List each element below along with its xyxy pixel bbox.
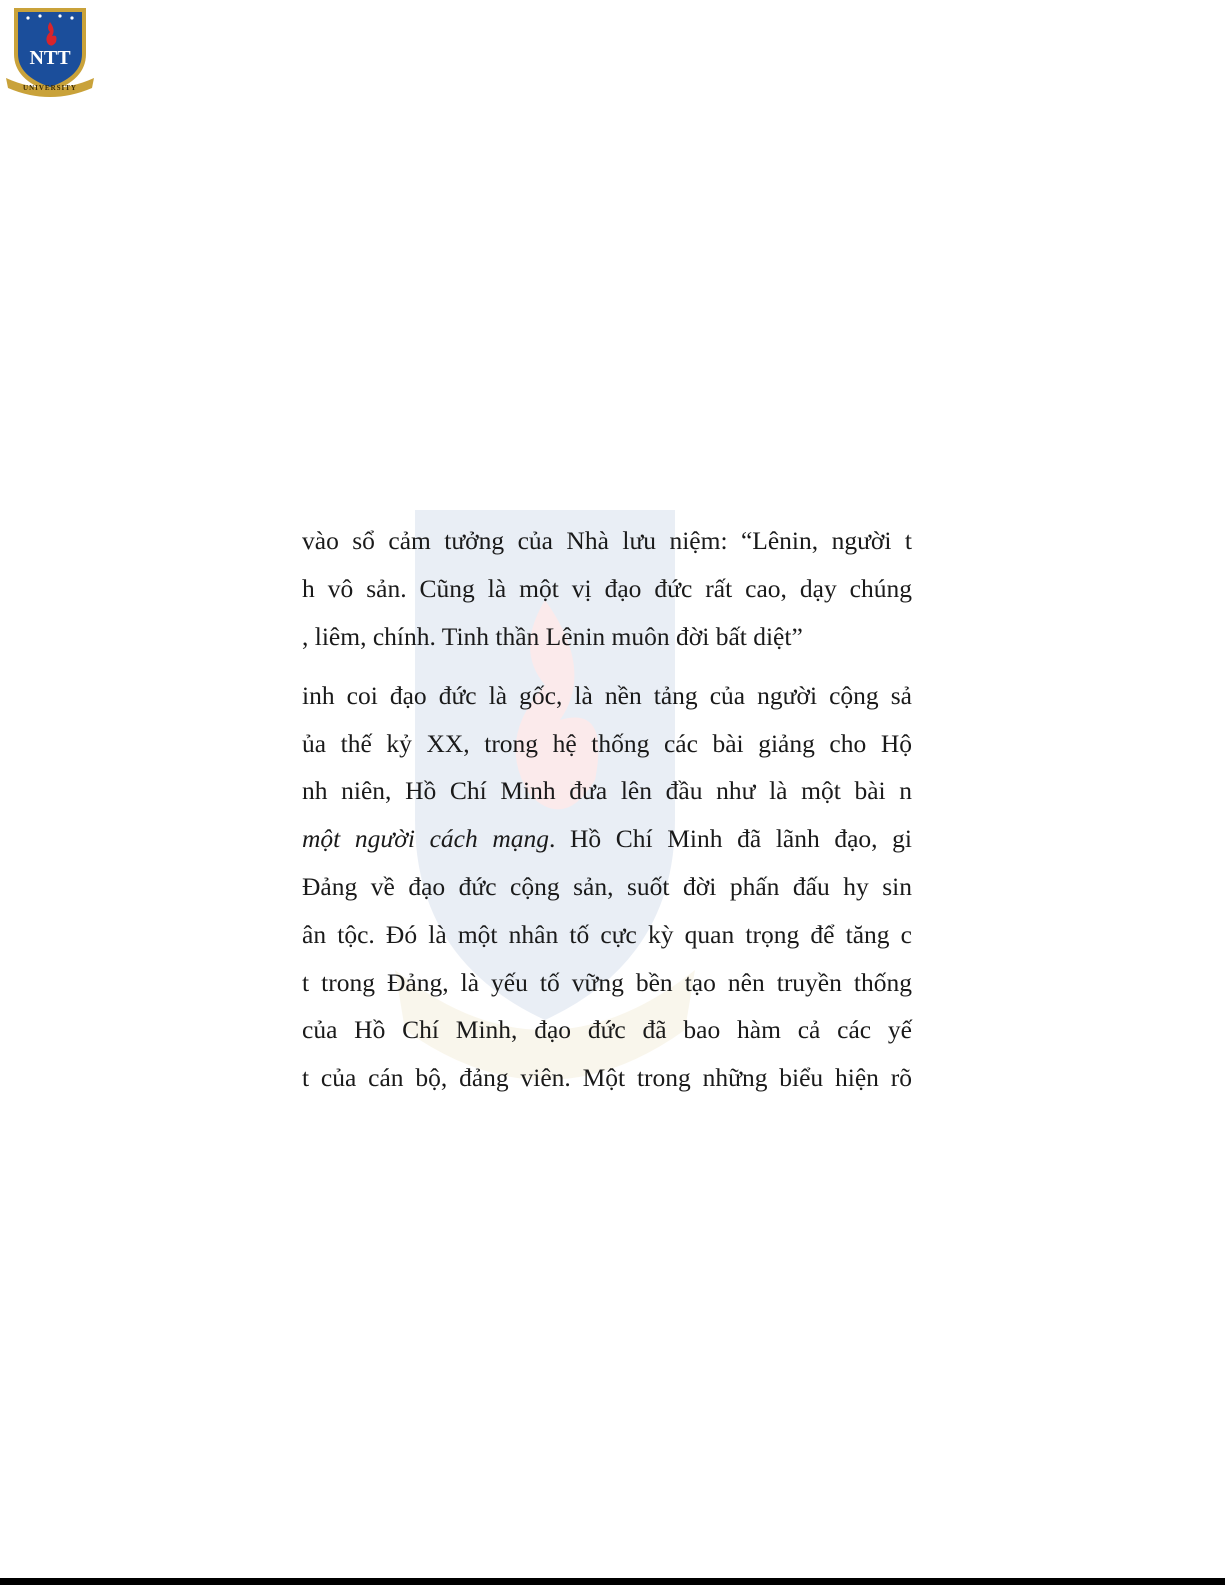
university-logo	[4, 2, 96, 98]
text-line: Đảng về đạo đức cộng sản, suốt đời phấn đấu hy sin	[302, 872, 912, 901]
text-line: ân tộc. Đó là một nhân tố cực kỳ quan trọng để tăng c	[302, 920, 912, 949]
logo-monogram: NTT	[29, 47, 71, 69]
text-line: , liêm, chính. Tinh thần Lênin muôn đời bất diệt”	[302, 622, 803, 651]
text-line: inh coi đạo đức là gốc, là nền tảng của người cộng sả	[302, 681, 912, 710]
text-line: t của cán bộ, đảng viên. Một trong những biểu hiện rõ	[302, 1063, 912, 1092]
italic-phrase: một người cách mạng	[302, 824, 550, 853]
text-line: vào sổ cảm tưởng của Nhà lưu niệm: “Lênin, người t	[302, 526, 912, 555]
text-line: t trong Đảng, là yếu tố vững bền tạo nên truyền thống	[302, 968, 912, 997]
page-bottom-rule	[0, 1578, 1225, 1585]
logo-ribbon-text: UNIVERSITY	[23, 84, 77, 92]
text-line: h vô sản. Cũng là một vị đạo đức rất cao, dạy chúng	[302, 574, 912, 603]
text-line: một người cách mạng. Hồ Chí Minh đã lãnh đạo, gi	[302, 824, 912, 853]
text-line: của Hồ Chí Minh, đạo đức đã bao hàm cả các yế	[302, 1015, 912, 1044]
text-line: ủa thế kỷ XX, trong hệ thống các bài giảng cho Hộ	[302, 729, 912, 758]
text-line: nh niên, Hồ Chí Minh đưa lên đầu như là một bài n	[302, 776, 912, 805]
